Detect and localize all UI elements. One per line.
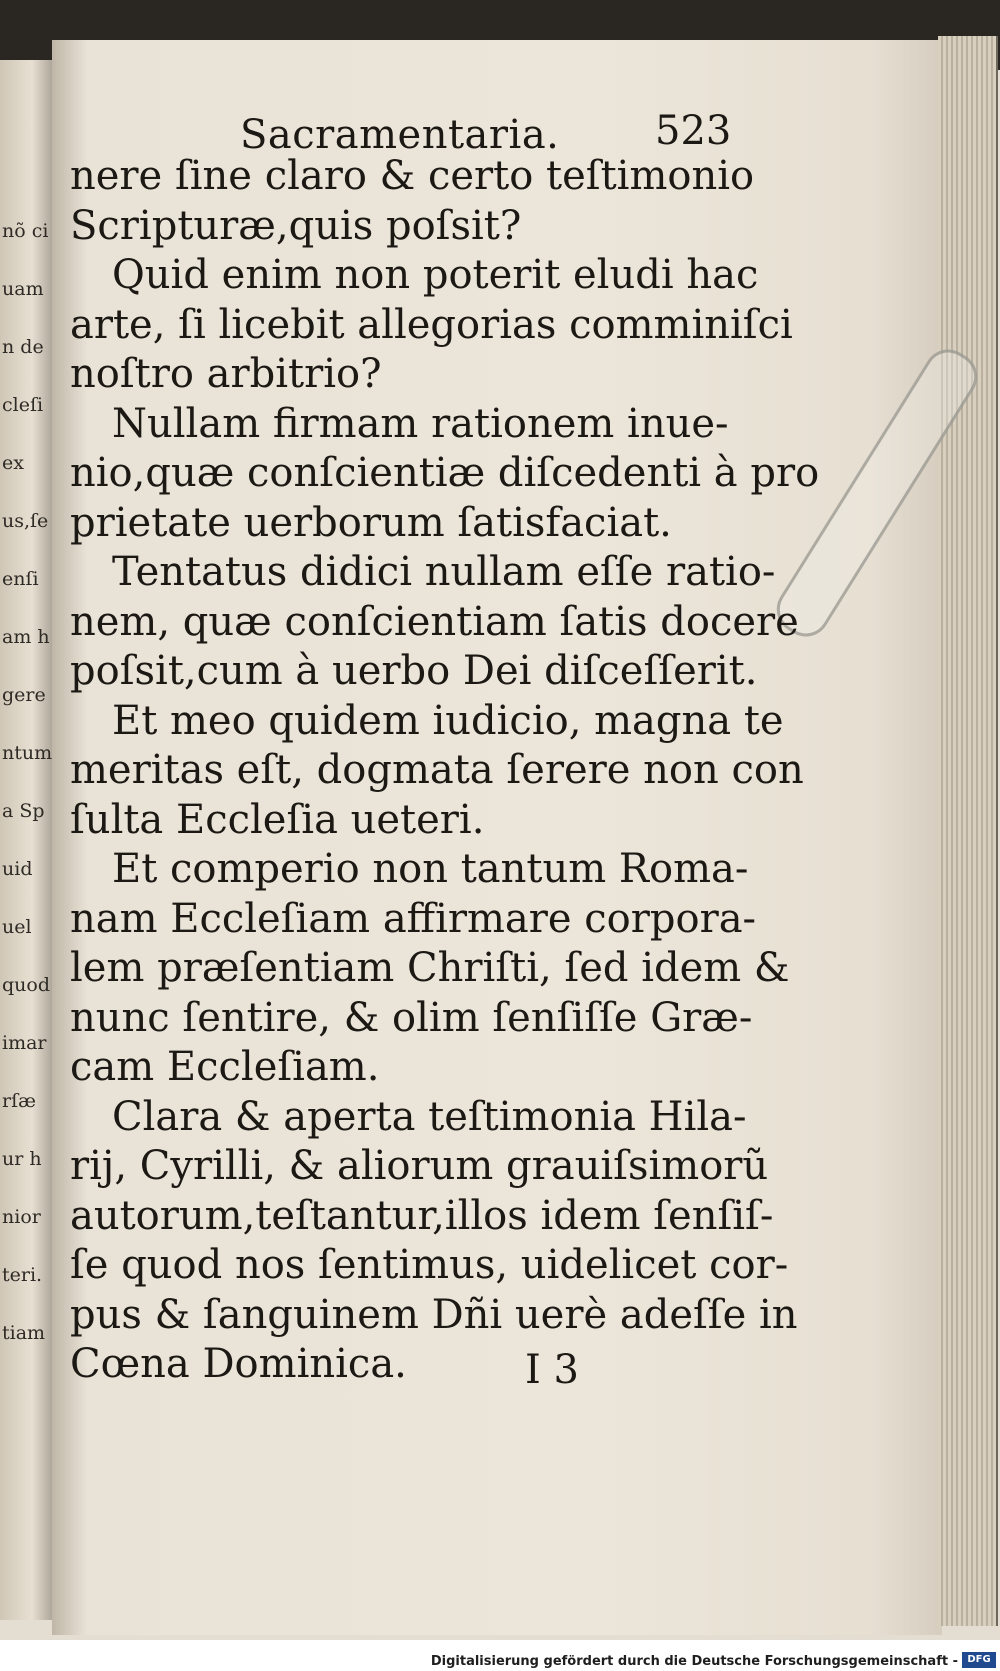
text-line: cam Eccleſiam.: [70, 1044, 380, 1090]
facing-page-fragment: enſi: [2, 568, 39, 590]
text-line: Clara & aperta teſtimonia Hila-: [112, 1093, 747, 1140]
text-line: ſe quod nos ſentimus, uidelicet cor-: [70, 1242, 789, 1288]
facing-page-fragment: ur h: [2, 1148, 42, 1170]
text-line: prietate uerborum ſatisfaciat.: [70, 499, 672, 546]
text-line: autorum,teſtantur,illos idem ſenſiſ-: [70, 1192, 774, 1239]
page-number: 523: [655, 108, 732, 154]
text-line: Nullam firmam rationem inue-: [112, 400, 729, 447]
facing-page-fragment: ntum: [2, 742, 53, 764]
text-line: poſsit,cum à uerbo Dei diſceſſerit.: [70, 648, 758, 694]
facing-page-fragment: rſæ: [2, 1090, 36, 1112]
facing-page-fragment: nior: [2, 1206, 41, 1228]
facing-page-fragment: gere: [2, 684, 46, 706]
facing-page-fragment: quod: [2, 974, 51, 996]
dfg-logo-icon: DFG: [962, 1652, 996, 1668]
facing-page-fragment: cleſi: [2, 394, 44, 416]
text-line: pus & ſanguinem Dñi uerè adeſſe in: [70, 1291, 798, 1338]
facing-page-fragment: a Sp: [2, 800, 45, 822]
running-title: Sacramentaria.: [240, 112, 560, 158]
text-line: lem præſentiam Chriſti, ſed idem &: [70, 945, 790, 991]
facing-page-fragment: uid: [2, 858, 33, 880]
text-line: ſulta Eccleſia ueteri.: [70, 796, 485, 843]
text-line: nam Eccleſiam affirmare corpora-: [70, 895, 757, 942]
text-line: nunc ſentire, & olim ſenſiſſe Græ-: [70, 994, 753, 1041]
text-line: meritas eſt, dogmata ſerere non con: [70, 747, 804, 793]
text-line: rij, Cyrilli, & aliorum grauiſsimorũ: [70, 1143, 769, 1189]
text-line: Quid enim non poterit eludi hac: [112, 252, 759, 298]
text-line: Et comperio non tantum Roma-: [112, 846, 749, 892]
page-stack-edges: [938, 36, 998, 1626]
facing-page-fragment: us,ſe: [2, 510, 49, 532]
facing-page-fragment: am h: [2, 626, 50, 648]
facing-page-fragment: tiam: [2, 1322, 46, 1344]
funding-credit: Digitalisierung gefördert durch die Deutsche Forschungsgemeinschaft -: [430, 1654, 958, 1669]
text-line: Tentatus didici nullam eſſe ratio-: [112, 549, 776, 595]
facing-page-fragment: nõ ci: [2, 220, 49, 242]
text-line: nere ſine claro & certo teſtimonio: [70, 153, 755, 199]
signature-mark: I 3: [525, 1347, 579, 1393]
text-line: nem, quæ conſcientiam ſatis docere: [70, 598, 799, 645]
facing-page-fragment: uam: [2, 278, 44, 300]
text-line: noſtro arbitrio?: [70, 351, 382, 397]
facing-page-fragment: n de: [2, 336, 44, 358]
facing-page-fragment: ex: [2, 452, 24, 474]
text-line: nio,quæ conſcientiæ diſcedenti à pro: [70, 450, 820, 496]
text-line: Et meo quidem iudicio, magna te: [112, 697, 784, 744]
text-line: Cœna Dominica.: [70, 1341, 407, 1387]
text-line: Scripturæ,quis poſsit?: [70, 202, 522, 249]
facing-page-fragment: imar: [2, 1032, 47, 1054]
facing-page-fragment: teri.: [2, 1264, 43, 1286]
facing-page-fragment: uel: [2, 916, 32, 938]
facing-page-edge: [0, 60, 58, 1620]
text-line: arte, ſi licebit allegorias comminiſci: [70, 301, 793, 348]
